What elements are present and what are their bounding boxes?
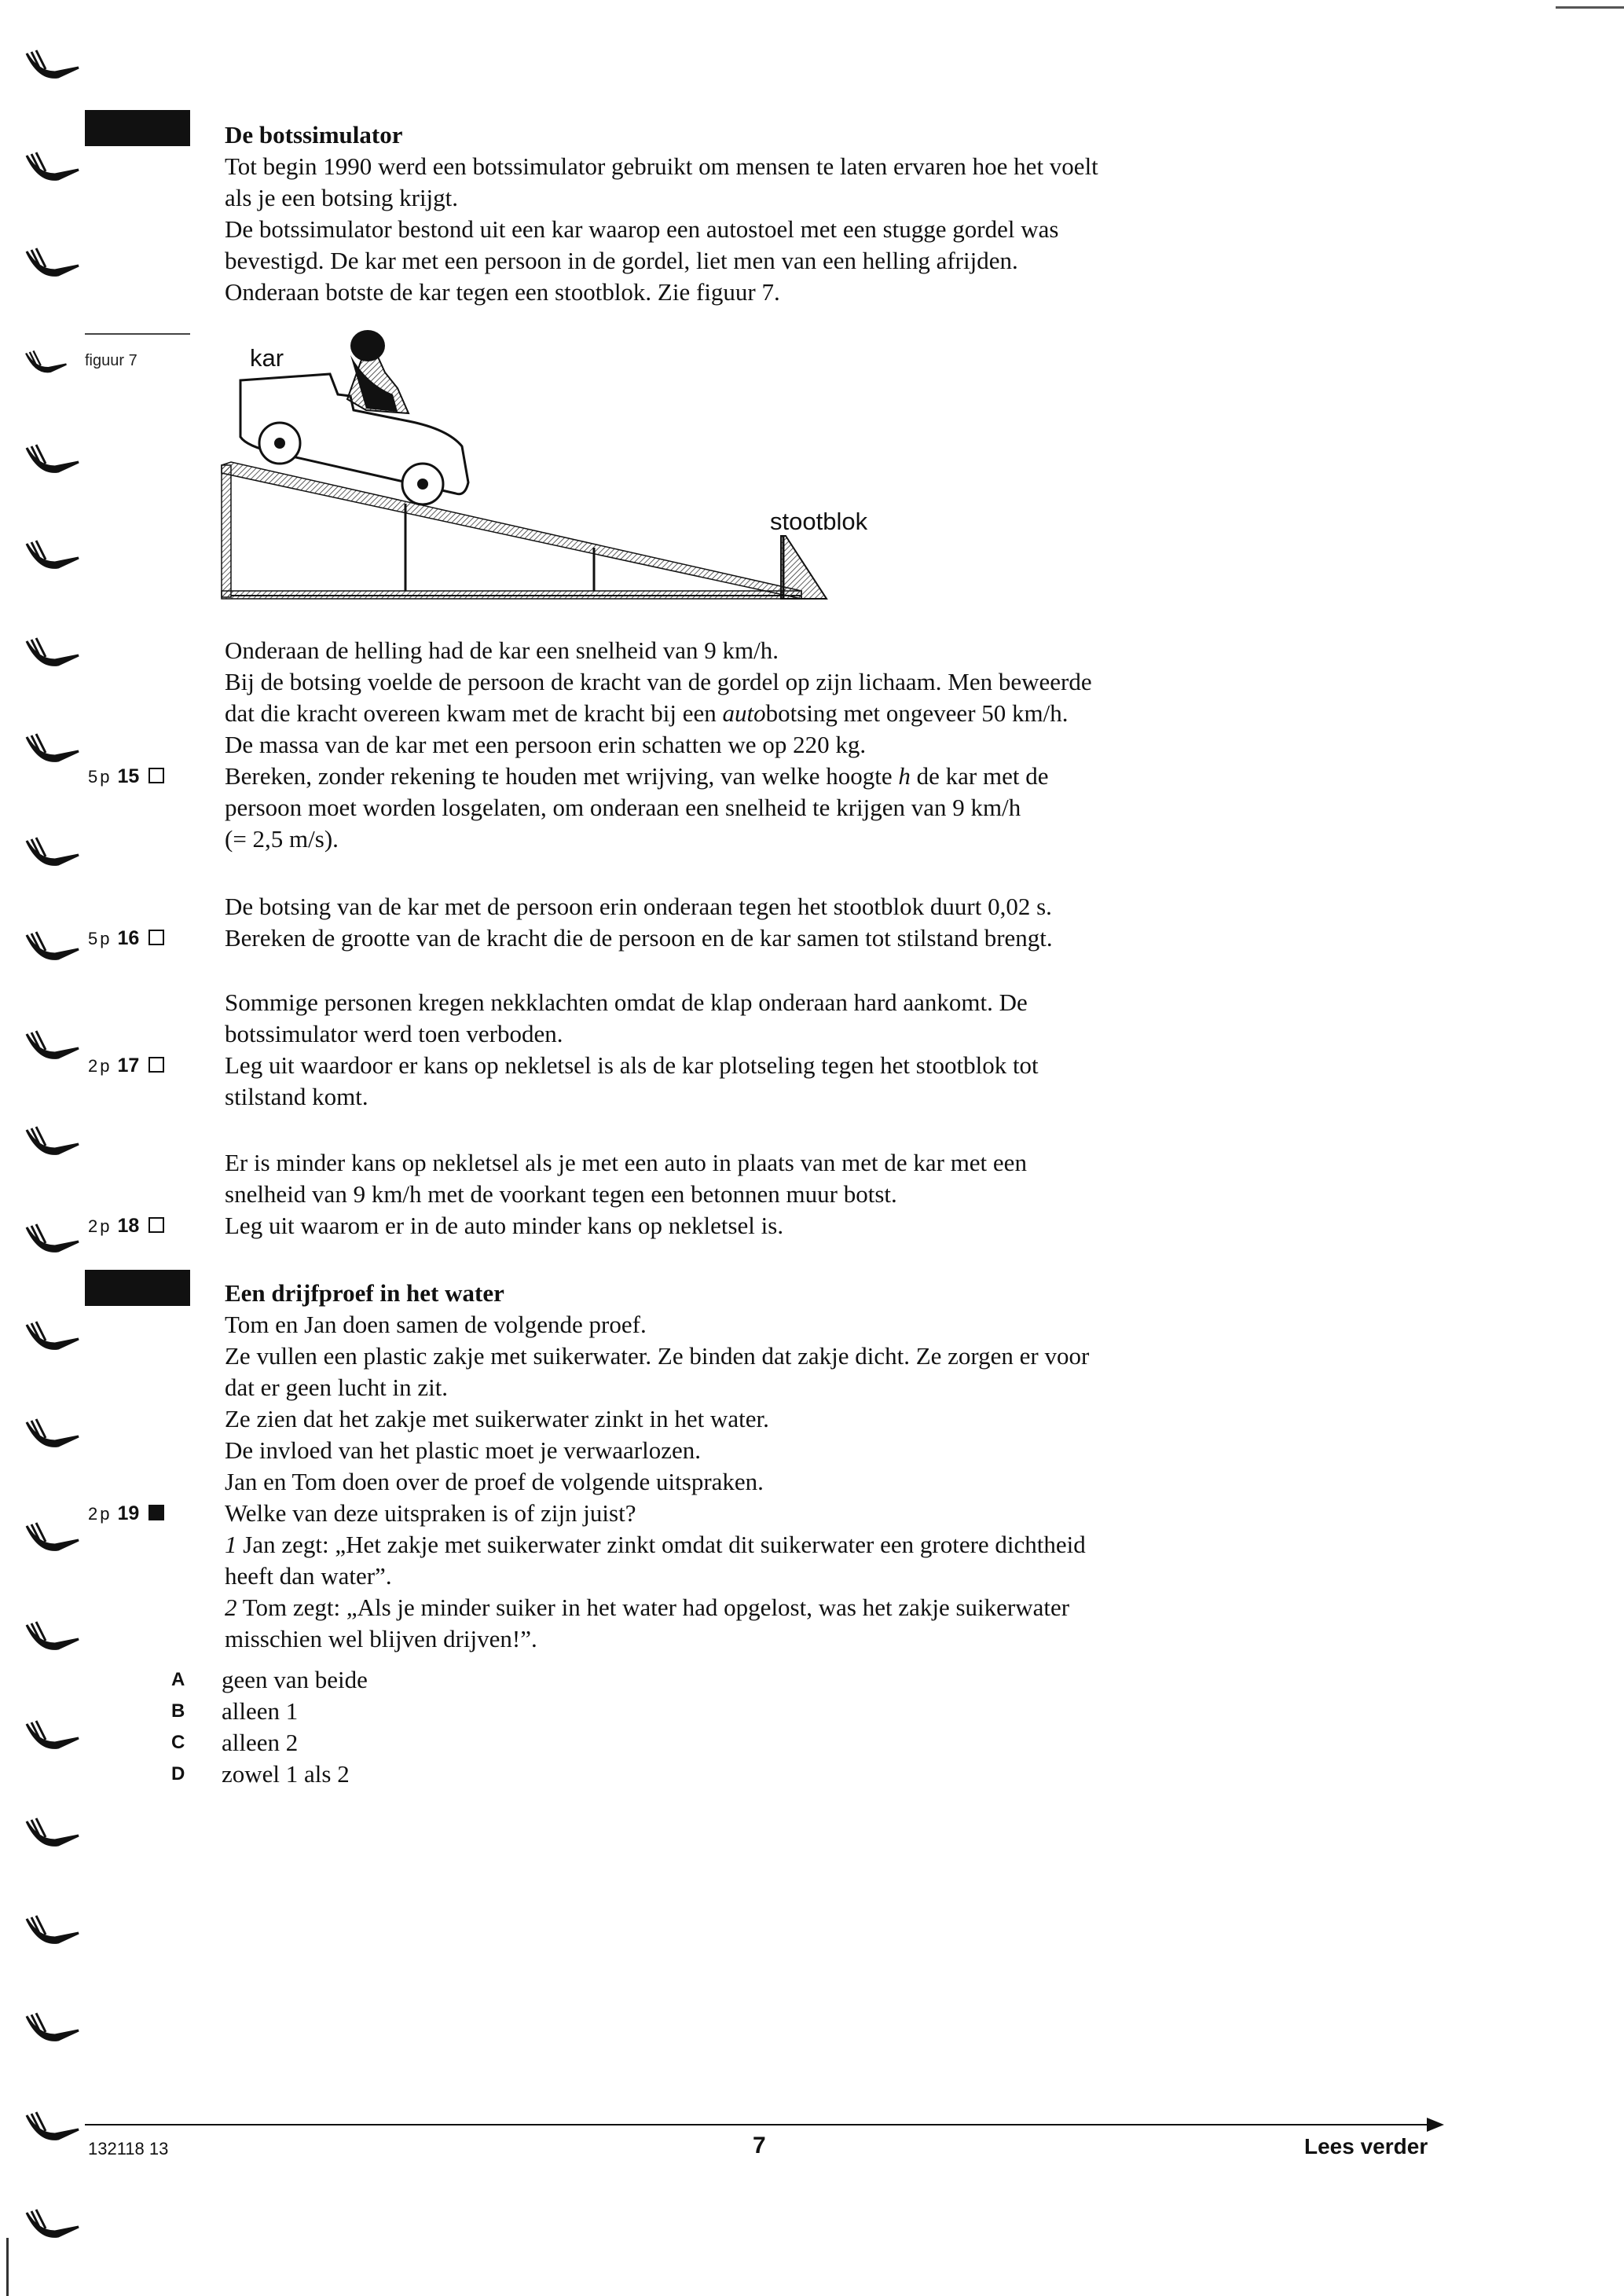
arrow-right-icon xyxy=(1427,2118,1444,2132)
stootblok xyxy=(781,536,827,599)
choice-d[interactable]: zowel 1 als 2 xyxy=(222,1760,350,1788)
section-marker-bar xyxy=(85,110,190,146)
margin-mark-icon xyxy=(24,732,80,767)
question-line: (= 2,5 m/s). xyxy=(225,825,339,853)
ramp xyxy=(222,462,801,599)
left-edge-line xyxy=(6,2238,9,2296)
question-16-intro xyxy=(225,891,1340,922)
question-number: 17 xyxy=(117,1054,140,1076)
text-line: snelheid van 9 km/h met de voorkant tegen een betonnen muur botst. xyxy=(225,1180,897,1208)
text-line: botssimulator werd toen verboden. xyxy=(225,1020,563,1047)
figure-rule xyxy=(85,333,190,335)
margin-mark-icon xyxy=(24,1125,80,1160)
margin-mark-icon xyxy=(24,2111,80,2145)
question-line: Bereken de grootte van de kracht die de persoon en de kar samen tot stilstand brengt. xyxy=(225,924,1053,952)
question-number: 15 xyxy=(117,765,140,787)
intro-line: De botssimulator bestond uit een kar waarop een autostoel met een stugge gordel was xyxy=(225,215,1059,243)
question-label-18 xyxy=(88,1210,222,1242)
choice-letter-d: D xyxy=(171,1763,185,1784)
margin-mark-icon xyxy=(24,1719,80,1754)
statement-1 xyxy=(225,1529,1340,1561)
question-number: 16 xyxy=(117,927,140,949)
text-segment: botsing met ongeveer 50 km/h. xyxy=(765,699,1069,727)
margin-mark-icon xyxy=(24,247,80,281)
margin-mark-icon xyxy=(24,930,80,965)
question-19 xyxy=(225,1498,1340,1655)
margin-mark-icon xyxy=(24,539,80,574)
answer-box-icon xyxy=(148,1057,164,1073)
section-drijfproef xyxy=(225,1278,1340,1498)
question-18 xyxy=(225,1210,1340,1242)
margin-mark-icon xyxy=(24,443,80,478)
footer-code: 132118 13 xyxy=(88,2139,169,2158)
choice-letter-c: C xyxy=(171,1732,185,1753)
question-18-intro xyxy=(225,1147,1340,1210)
intro-line: Onderaan botste de kar tegen een stootblok. Zie figuur 7. xyxy=(225,278,780,306)
margin-mark-icon xyxy=(24,49,80,83)
question-label-19 xyxy=(88,1498,222,1530)
text-italic: auto xyxy=(722,699,766,727)
answer-box-icon xyxy=(148,768,164,783)
choice-b[interactable]: alleen 1 xyxy=(222,1697,299,1725)
statement-1-cont: heeft dan water”. xyxy=(225,1562,392,1590)
question-line: persoon moet worden losgelaten, om onderaan een snelheid te krijgen van 9 km/h xyxy=(225,794,1021,821)
margin-mark-icon xyxy=(24,2012,80,2046)
margin-mark-icon xyxy=(24,346,68,380)
text-line: Bij de botsing voelde de persoon de kracht van de gordel op zijn lichaam. Men beweerde xyxy=(225,668,1092,695)
section-title: Een drijfproef in het water xyxy=(225,1279,504,1307)
points: 2p xyxy=(88,1056,112,1076)
question-label-17 xyxy=(88,1050,222,1082)
question-line: Leg uit waarom er in de auto minder kans op nekletsel is. xyxy=(225,1212,784,1239)
page-number: 7 xyxy=(753,2133,766,2158)
text-line: De botsing van de kar met de persoon erin onderaan tegen het stootblok duurt 0,02 s. xyxy=(225,893,1052,920)
text-segment: Tom zegt: „Als je minder suiker in het water had opgelost, was het zakje suikerwater xyxy=(242,1594,1070,1621)
statement-2 xyxy=(225,1592,1340,1623)
statement-number: 2 xyxy=(225,1594,237,1621)
margin-mark-icon xyxy=(24,1521,80,1556)
margin-mark-icon xyxy=(24,1029,80,1064)
intro-line: Tot begin 1990 werd een botssimulator gebruikt om mensen te laten ervaren hoe het voelt xyxy=(225,152,1098,180)
text-line: Sommige personen kregen nekklachten omdat de klap onderaan hard aankomt. De xyxy=(225,988,1028,1016)
choice-letter-b: B xyxy=(171,1700,185,1722)
intro-line: als je een botsing krijgt. xyxy=(225,184,459,211)
text-line xyxy=(225,698,1340,729)
answer-box-icon xyxy=(148,930,164,945)
margin-mark-icon xyxy=(24,1223,80,1257)
intro-line: Tom en Jan doen samen de volgende proef. xyxy=(225,1311,647,1338)
text-line: De massa van de kar met een persoon erin schatten we op 220 kg. xyxy=(225,731,867,758)
margin-mark-icon xyxy=(24,151,80,185)
variable-h: h xyxy=(898,762,911,790)
question-16 xyxy=(225,922,1340,954)
margin-mark-icon xyxy=(24,2208,80,2243)
margin-mark-icon xyxy=(24,1418,80,1452)
statement-2-cont: misschien wel blijven drijven!”. xyxy=(225,1625,537,1652)
intro-line: Ze zien dat het zakje met suikerwater zinkt in het water. xyxy=(225,1405,769,1432)
intro-line: dat er geen lucht in zit. xyxy=(225,1374,449,1401)
margin-mark-icon xyxy=(24,1817,80,1851)
top-edge-line xyxy=(1556,6,1624,9)
footer-continue: Lees verder xyxy=(1304,2134,1428,2158)
question-17-intro xyxy=(225,987,1340,1050)
question-15 xyxy=(225,761,1340,855)
figure-7-botssimulator xyxy=(212,328,919,611)
points: 5p xyxy=(88,929,112,948)
text-line: Onderaan de helling had de kar een snelheid van 9 km/h. xyxy=(225,636,779,664)
text-segment: dat die kracht overeen kwam met de kracht bij een xyxy=(225,699,723,727)
text-segment: de kar met de xyxy=(910,762,1049,790)
margin-mark-icon xyxy=(24,636,80,671)
question-line: Welke van deze uitspraken is of zijn juist? xyxy=(225,1499,636,1527)
text-segment: Bereken, zonder rekening te houden met wrijving, van welke hoogte xyxy=(225,762,899,790)
text-segment: Jan zegt: „Het zakje met suikerwater zinkt omdat dit suikerwater een grotere dichtheid xyxy=(243,1531,1086,1558)
section-marker-bar xyxy=(85,1270,190,1306)
margin-mark-icon xyxy=(24,1914,80,1949)
section-botssimulator xyxy=(225,119,1340,308)
question-line xyxy=(225,761,1340,792)
question-label-16 xyxy=(88,922,222,955)
question-number: 18 xyxy=(117,1215,140,1237)
footer-rule xyxy=(85,2124,1430,2125)
margin-mark-icon xyxy=(24,1320,80,1355)
multiple-choice-box-icon xyxy=(148,1505,164,1520)
section-title: De botssimulator xyxy=(225,121,403,149)
points: 2p xyxy=(88,1504,112,1524)
points: 5p xyxy=(88,767,112,787)
choice-letter-a: A xyxy=(171,1669,185,1690)
intro-line: Ze vullen een plastic zakje met suikerwater. Ze binden dat zakje dicht. Ze zorgen er voor xyxy=(225,1342,1090,1370)
figure-label: figuur 7 xyxy=(85,352,137,369)
question-17 xyxy=(225,1050,1340,1113)
question-line: Leg uit waardoor er kans op nekletsel is als de kar plotseling tegen het stootblok tot xyxy=(225,1051,1039,1079)
intro-line: De invloed van het plastic moet je verwaarlozen. xyxy=(225,1436,701,1464)
statement-number: 1 xyxy=(225,1531,237,1558)
question-number: 19 xyxy=(117,1502,140,1524)
choice-c[interactable]: alleen 2 xyxy=(222,1729,299,1756)
margin-mark-icon xyxy=(24,836,80,871)
question-label-15 xyxy=(88,761,222,793)
text-line: Er is minder kans op nekletsel als je met een auto in plaats van met de kar met een xyxy=(225,1149,1027,1176)
question-line: stilstand komt. xyxy=(225,1083,368,1110)
figure-description xyxy=(225,635,1340,761)
choice-a[interactable]: geen van beide xyxy=(222,1666,368,1693)
intro-line: bevestigd. De kar met een persoon in de gordel, liet men van een helling afrijden. xyxy=(225,247,1018,274)
margin-mark-icon xyxy=(24,1620,80,1655)
figure-label-kar: kar xyxy=(250,344,284,372)
points: 2p xyxy=(88,1216,112,1236)
figure-label-stootblok: stootblok xyxy=(770,508,868,535)
answer-box-icon xyxy=(148,1217,164,1233)
intro-line: Jan en Tom doen over de proef de volgende uitspraken. xyxy=(225,1468,764,1495)
